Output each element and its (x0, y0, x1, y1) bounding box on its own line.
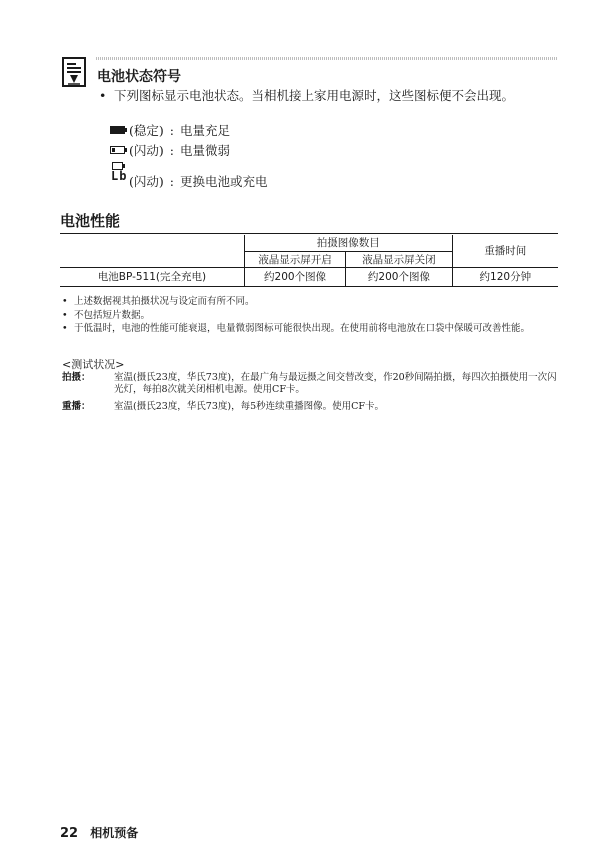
status-row-full-desc: 电量充足 (179, 123, 230, 138)
table-row-label: 电池BP-511(完全充电) (60, 267, 244, 286)
status-section-bullet-text: 下列图标显示电池状态。当相机接上家用电源时，这些图标便不会出现。 (114, 88, 515, 103)
table-cell-lcd-off: 约200个图像 (346, 267, 452, 286)
test-playback-text: 室温(摄氏23度，华氏73度)，每5秒连续重播图像。使用CF卡。 (114, 401, 384, 412)
list-item: • 不包括短片数据。 (62, 309, 151, 321)
status-section-bullet: • 下列图标显示电池状态。当相机接上家用电源时，这些图标便不会出现。 (99, 87, 561, 105)
performance-table (60, 235, 558, 287)
footer-section-title: 相机预备 (90, 826, 139, 840)
test-conditions-header: <测试状况> (62, 358, 125, 371)
list-item: • 上述数据视其拍摄状况与设定而有所不同。 (62, 296, 255, 307)
list-item: • 于低温时，电池的性能可能衰退，电量微弱图标可能很快出现。在使用前将电池放在口袋中保暖可改善性能。 (62, 323, 531, 334)
status-row-change: Lb (闪动) : 更换电池或充电 (110, 162, 268, 188)
status-row-low-state: (闪动) (129, 143, 164, 158)
test-playback (62, 401, 560, 413)
dotted-divider (96, 57, 558, 60)
status-section-title: 电池状态符号 (97, 69, 181, 85)
status-row-full: (稳定) : 电量充足 (110, 121, 230, 139)
table-header-lcd-off: 液晶显示屏关闭 (346, 251, 452, 267)
test-shooting-text: 室温(摄氏23度，华氏73度)，在最广角与最远摄之间交替改变，作20秒间隔拍摄，每四次拍摄使用一次闪光灯，每拍8次就关闭相机电源。使用CF卡。 (114, 372, 557, 395)
test-shooting-label: 拍摄： (62, 372, 91, 383)
table-header-lcd-on: 液晶显示屏开启 (244, 251, 345, 267)
note-icon (62, 57, 86, 87)
page-number: 22 (60, 826, 79, 841)
performance-title: 电池性能 (60, 212, 121, 230)
status-row-low: (闪动) : 电量微弱 (110, 141, 230, 159)
table-header-playback: 重播时间 (484, 245, 527, 258)
status-row-low-desc: 电量微弱 (179, 143, 230, 158)
test-playback-label: 重播： (62, 401, 91, 412)
battery-full-icon (110, 126, 125, 134)
battery-change-icon (110, 162, 126, 188)
status-row-change-desc: 更换电池或充电 (179, 174, 268, 189)
table-group-header: 拍摄图像数目 (244, 235, 452, 251)
table-cell-playback: 约120分钟 (479, 271, 532, 283)
battery-change-icon-text: Lb (111, 169, 128, 183)
table-cell-lcd-on: 约200个图像 (244, 267, 345, 286)
page-footer (60, 824, 138, 841)
status-row-full-state: (稳定) (129, 123, 164, 138)
test-shooting (62, 372, 560, 395)
battery-low-icon (110, 146, 125, 154)
performance-notes (62, 296, 560, 335)
performance-title-rule (60, 233, 558, 234)
status-row-change-state: (闪动) (129, 174, 164, 189)
